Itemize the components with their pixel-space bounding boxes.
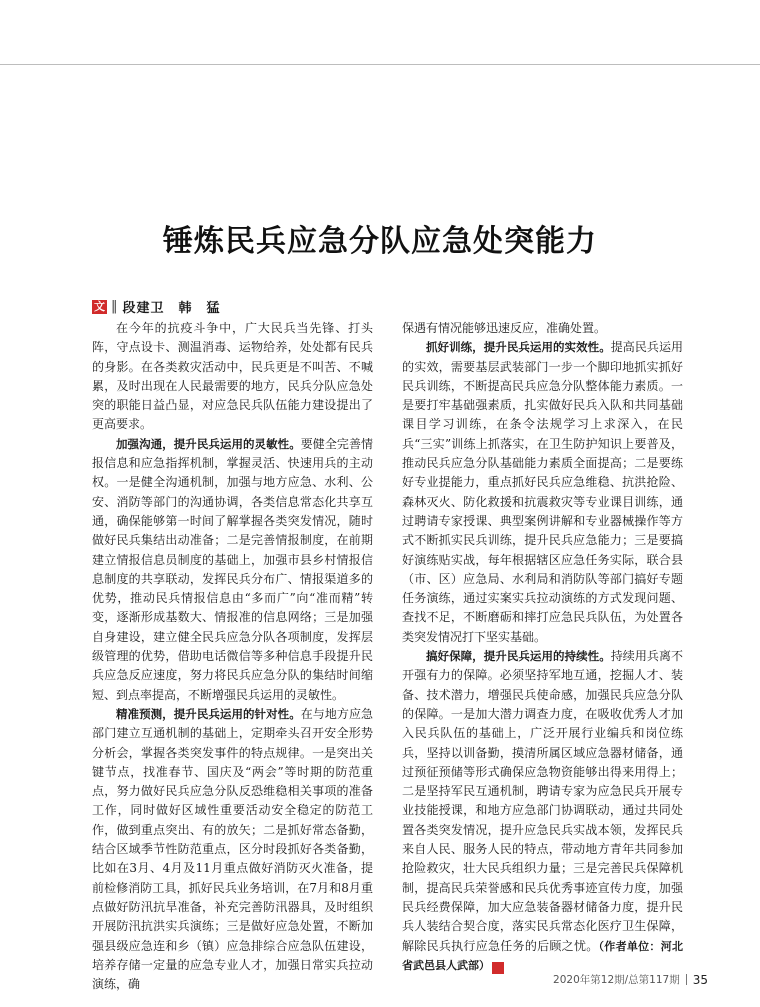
authors: 段建卫 韩 猛 (122, 301, 221, 316)
paragraph: 在今年的抗疫斗争中，广大民兵当先锋、打头阵，守点设卡、测温消毒、运物给养，处处都有民兵的身影。在各类救灾活动中，民兵更是不叫苦、不喊累，及时出现在人民最需要的地方，民兵分队应急处突的职能日益凸显，对应急民兵队伍能力建设提出了更高要求。 (92, 321, 373, 432)
footer-divider (686, 974, 687, 985)
byline-separator: ‖ (111, 299, 118, 314)
header-rule (0, 64, 760, 65)
author-affiliation: （作者单位：河北省武邑县人武部） (402, 939, 683, 972)
left-column (92, 319, 373, 994)
paragraph: 抓好训练，提升民兵运用的实效性。提高民兵运用的实效，需要基层武装部门一步一个脚印地抓实抓好民兵训练，不断提高民兵应急分队整体能力素质。一是要打牢基础强素质，扎实做好民兵入队和共同基础课目学习训练，在条令法规学习上求深入，在民兵“三实”训练上抓落实，在卫生防护知识上要普及，推动民兵应急分队基础能力素质全面提高；二是要练好专业提能力，重点抓好民兵应急维稳、抗洪抢险、森林灭火、防化救援和抗震救灾等专业课目训练，通过聘请专家授课、典型案例讲解和专业器械操作等方式不断抓实民兵训练，提升民兵应急能力；三是要搞好演练贴实战，每年根据辖区应急任务实际，联合县（市、区）应急局、水利局和消防队等部门搞好专题任务演练，通过实案实兵拉动演练的方式发现问题、查找不足，不断磨砺和摔打应急民兵队伍，为处置各类突发情况打下坚实基础。 (402, 340, 683, 644)
paragraph-lead: 精准预测，提升民兵运用的针对性。 (116, 706, 301, 721)
paragraph-lead: 搞好保障，提升民兵运用的持续性。 (426, 649, 611, 664)
end-mark-icon: G (492, 962, 504, 974)
right-column (402, 319, 683, 975)
paragraph-lead: 加强沟通，提升民兵运用的灵敏性。 (116, 436, 301, 451)
byline (92, 297, 221, 316)
paragraph: 精准预测，提升民兵运用的针对性。在与地方应急部门建立互通机制的基础上，定期牵头召开安全形势分析会，掌握各类突发事件的特点规律。一是突出关键节点，找准春节、国庆及“两会”等时期的防范重点，努力做好民兵应急分队反恐维稳相关事项的准备工作，同时做好区域性重要活动安全稳定的防范工作，做到重点突出、有的放矢；二是抓好常态备勤，结合区域季节性防范重点，区分时段抓好各类备勤，比如在3月、4月及11月重点做好消防灭火准备，提前检修消防工具，抓好民兵业务培训，在7月和8月重点做好防汛抗旱准备，补充完善防汛器具，及时组织开展防汛抗洪实兵演练；三是做好应急处置，不断加强县级应急连和乡（镇）应急排综合应急队伍建设，培养存储一定量的应急专业人才，加强日常实兵拉动演练，确 (92, 706, 373, 992)
paragraph: 保遇有情况能够迅速反应，准确处置。 (402, 321, 607, 335)
page-footer (553, 972, 708, 987)
paragraph: 加强沟通，提升民兵运用的灵敏性。要健全完善情报信息和应急指挥机制，掌握灵活、快速用兵的主动权。一是健全沟通机制，加强与地方应急、水利、公安、消防等部门的沟通协调，各类信息常态化共享互通，确保能够第一时间了解掌握各类突发情况，随时做好民兵集结出动准备；二是完善情报制度，在前期建立情报信息员制度的基础上，加强市县乡村情报信息制度的共享联动，发挥民兵分布广、情报渠道多的优势，推动民兵情报信息由“多而广”向“准而精”转变，逐渐形成基数大、情报准的信息网络；三是加强自身建设，建立健全民兵应急分队各项制度，发挥层级管理的优势，借助电话微信等多种信息手段提升民兵应急反应速度，努力将民兵应急分队的集结时间缩短、到点率提高，不断增强民兵运用的灵敏性。 (92, 436, 373, 702)
issue-info: 2020年第12期/总第117期 (553, 974, 680, 986)
byline-icon: 文 (94, 299, 105, 313)
page-number: 35 (692, 972, 708, 987)
article-title: 锤炼民兵应急分队应急处突能力 (163, 224, 597, 260)
paragraph: 搞好保障，提升民兵运用的持续性。持续用兵离不开强有力的保障。必须坚持军地互通，挖掘人才、装备、技术潜力，增强民兵使命感，加强民兵应急分队的保障。一是加大潜力调查力度，在吸收优秀人才加入民兵队伍的基础上，广泛开展行业编兵和岗位练兵，坚持以训备勤，摸清所属区域应急器材储备，通过预征预储等形式确保应急物资能够出得来用得上；二是坚持军民互通机制，聘请专家为应急民兵开展专业技能授课，和地方应急部门协调联动，通过共同处置各类突发情况，提升应急民兵实战本领，发挥民兵来自人民、服务人民的特点，带动地方青年共同参加抢险救灾，壮大民兵组织力量；三是完善民兵保障机制，提高民兵荣誉感和民兵优秀事迹宣传力度，加强民兵经费保障，加大应急装备器材储备力度，提升民兵人装结合契合度，落实民兵常态化医疗卫生保障，解除民兵执行应急任务的后顾之忧。（作者单位：河北省武邑县人武部） G (402, 649, 683, 973)
paragraph-lead: 抓好训练，提升民兵运用的实效性。 (426, 340, 611, 355)
